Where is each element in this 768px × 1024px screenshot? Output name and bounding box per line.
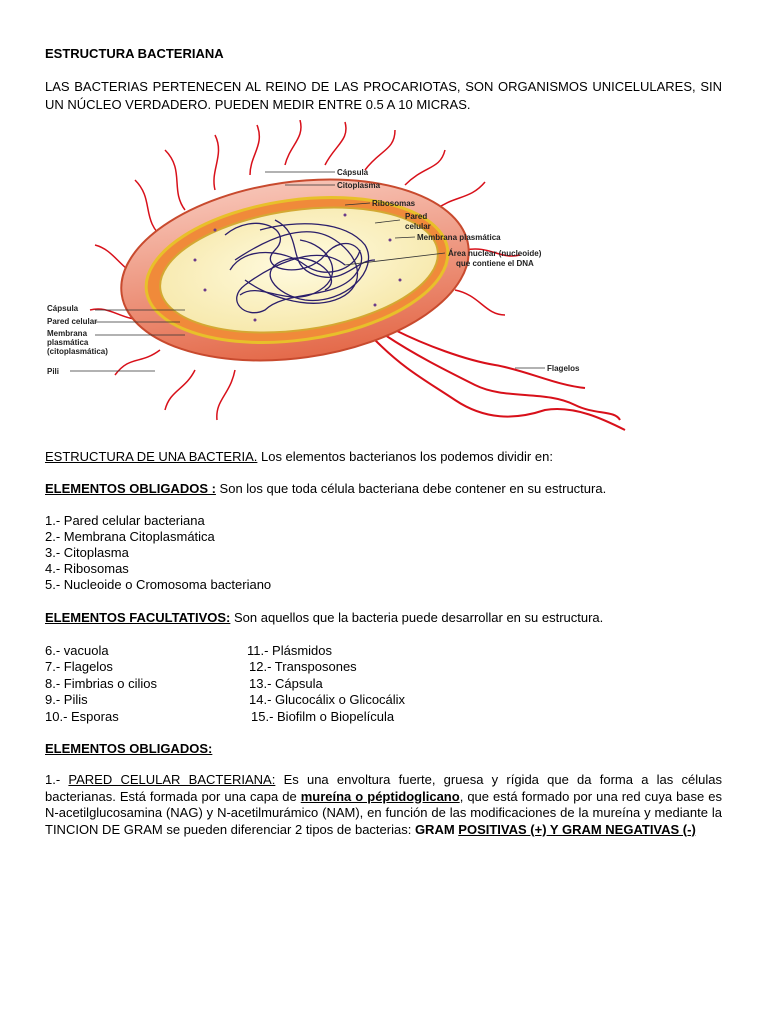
- list-item: 13.- Cápsula: [249, 676, 323, 691]
- list-item: 11.- Plásmidos: [247, 643, 333, 658]
- label-pili: Pili: [47, 367, 60, 376]
- para-num: 1.-: [45, 772, 69, 787]
- label-membrana-plasmatica: Membrana plasmática: [417, 233, 501, 242]
- obligados-text: Son los que toda célula bacteriana debe contener en su estructura.: [215, 481, 607, 496]
- facultativos-text: Son aquellos que la bacteria puede desarrollar en su estructura.: [230, 610, 604, 625]
- document-title: ESTRUCTURA BACTERIANA: [45, 46, 224, 61]
- para-text-2: , que está formado por una red cuya base es N-acetilglucosamina (NAG) y N-acetilmurámico (NAM), en función de las modificaciones de la mureína y mediante la TINCION DE GRAM se pueden diferenciar 2 tipos de bacterias:: [45, 788, 722, 837]
- para-bold-positivas: POSITIVAS (+): [458, 821, 547, 837]
- obligados2-heading: ELEMENTOS OBLIGADOS:: [45, 741, 213, 756]
- obligados-heading: ELEMENTOS OBLIGADOS :: [45, 481, 216, 496]
- para-bold-mureina: mureína o péptidoglicano: [300, 788, 460, 804]
- list-item: 12.- Transposones: [249, 659, 357, 674]
- list-item: 7.- Flagelos: [45, 659, 113, 674]
- label-left-citoplasmatica: (citoplasmática): [47, 347, 108, 356]
- structure-heading: ESTRUCTURA DE UNA BACTERIA.: [45, 449, 258, 464]
- pared-celular-paragraph: [45, 772, 722, 838]
- label-left-pared: Pared celular: [47, 317, 98, 326]
- list-item: 10.- Esporas: [45, 709, 119, 724]
- list-item: 3.- Citoplasma: [45, 545, 129, 560]
- obligados-line: [45, 481, 606, 496]
- label-area-nuclear: Área nuclear (nucleoide): [448, 249, 542, 258]
- para-subheading: PARED CELULAR BACTERIANA:: [68, 772, 276, 787]
- facultativos-line: [45, 610, 603, 625]
- label-dna: que contiene el DNA: [456, 259, 534, 268]
- para-text-1: Es una envoltura fuerte, gruesa y rígida que da forma a las células bacterianas. Está formada por una capa de: [45, 772, 722, 804]
- structure-line: [45, 449, 553, 464]
- bacterium-diagram: [45, 120, 722, 440]
- para-bold-negativas: Y GRAM NEGATIVAS (-): [546, 821, 696, 837]
- facultativos-heading: ELEMENTOS FACULTATIVOS:: [45, 610, 231, 625]
- list-item: 4.- Ribosomas: [45, 561, 129, 576]
- label-pared: Pared: [405, 212, 428, 221]
- list-item: 15.- Biofilm o Biopelícula: [251, 709, 395, 724]
- list-item: 9.- Pilis: [45, 692, 88, 707]
- label-citoplasma: Citoplasma: [337, 181, 381, 190]
- list-item: 2.- Membrana Citoplasmática: [45, 529, 215, 544]
- label-celular: celular: [405, 222, 431, 231]
- label-capsula: Cápsula: [337, 168, 369, 177]
- list-item: 8.- Fimbrias o cilios: [45, 676, 157, 691]
- structure-text: Los elementos bacterianos los podemos dividir en:: [257, 449, 553, 464]
- label-left-plasmatica: plasmática: [47, 338, 89, 347]
- para-bold-gram: GRAM: [414, 821, 459, 837]
- flagella-icon: [375, 330, 625, 430]
- label-ribosomas: Ribosomas: [372, 199, 416, 208]
- list-item: 6.- vacuola: [45, 643, 109, 658]
- list-item: 5.- Nucleoide o Cromosoma bacteriano: [45, 577, 272, 592]
- label-left-capsula: Cápsula: [47, 304, 79, 313]
- intro-paragraph: LAS BACTERIAS PERTENECEN AL REINO DE LAS PROCARIOTAS, SON ORGANISMOS UNICELULARES, SIN UN NÚCLEO VERDADERO. PUEDEN MEDIR ENTRE 0.5 A 10 MICRAS.: [45, 79, 722, 112]
- label-flagelos: Flagelos: [547, 364, 580, 373]
- list-item: 1.- Pared celular bacteriana: [45, 513, 205, 528]
- list-item: 14.- Glucocálix o Glicocálix: [249, 692, 406, 707]
- label-left-membrana: Membrana: [47, 329, 88, 338]
